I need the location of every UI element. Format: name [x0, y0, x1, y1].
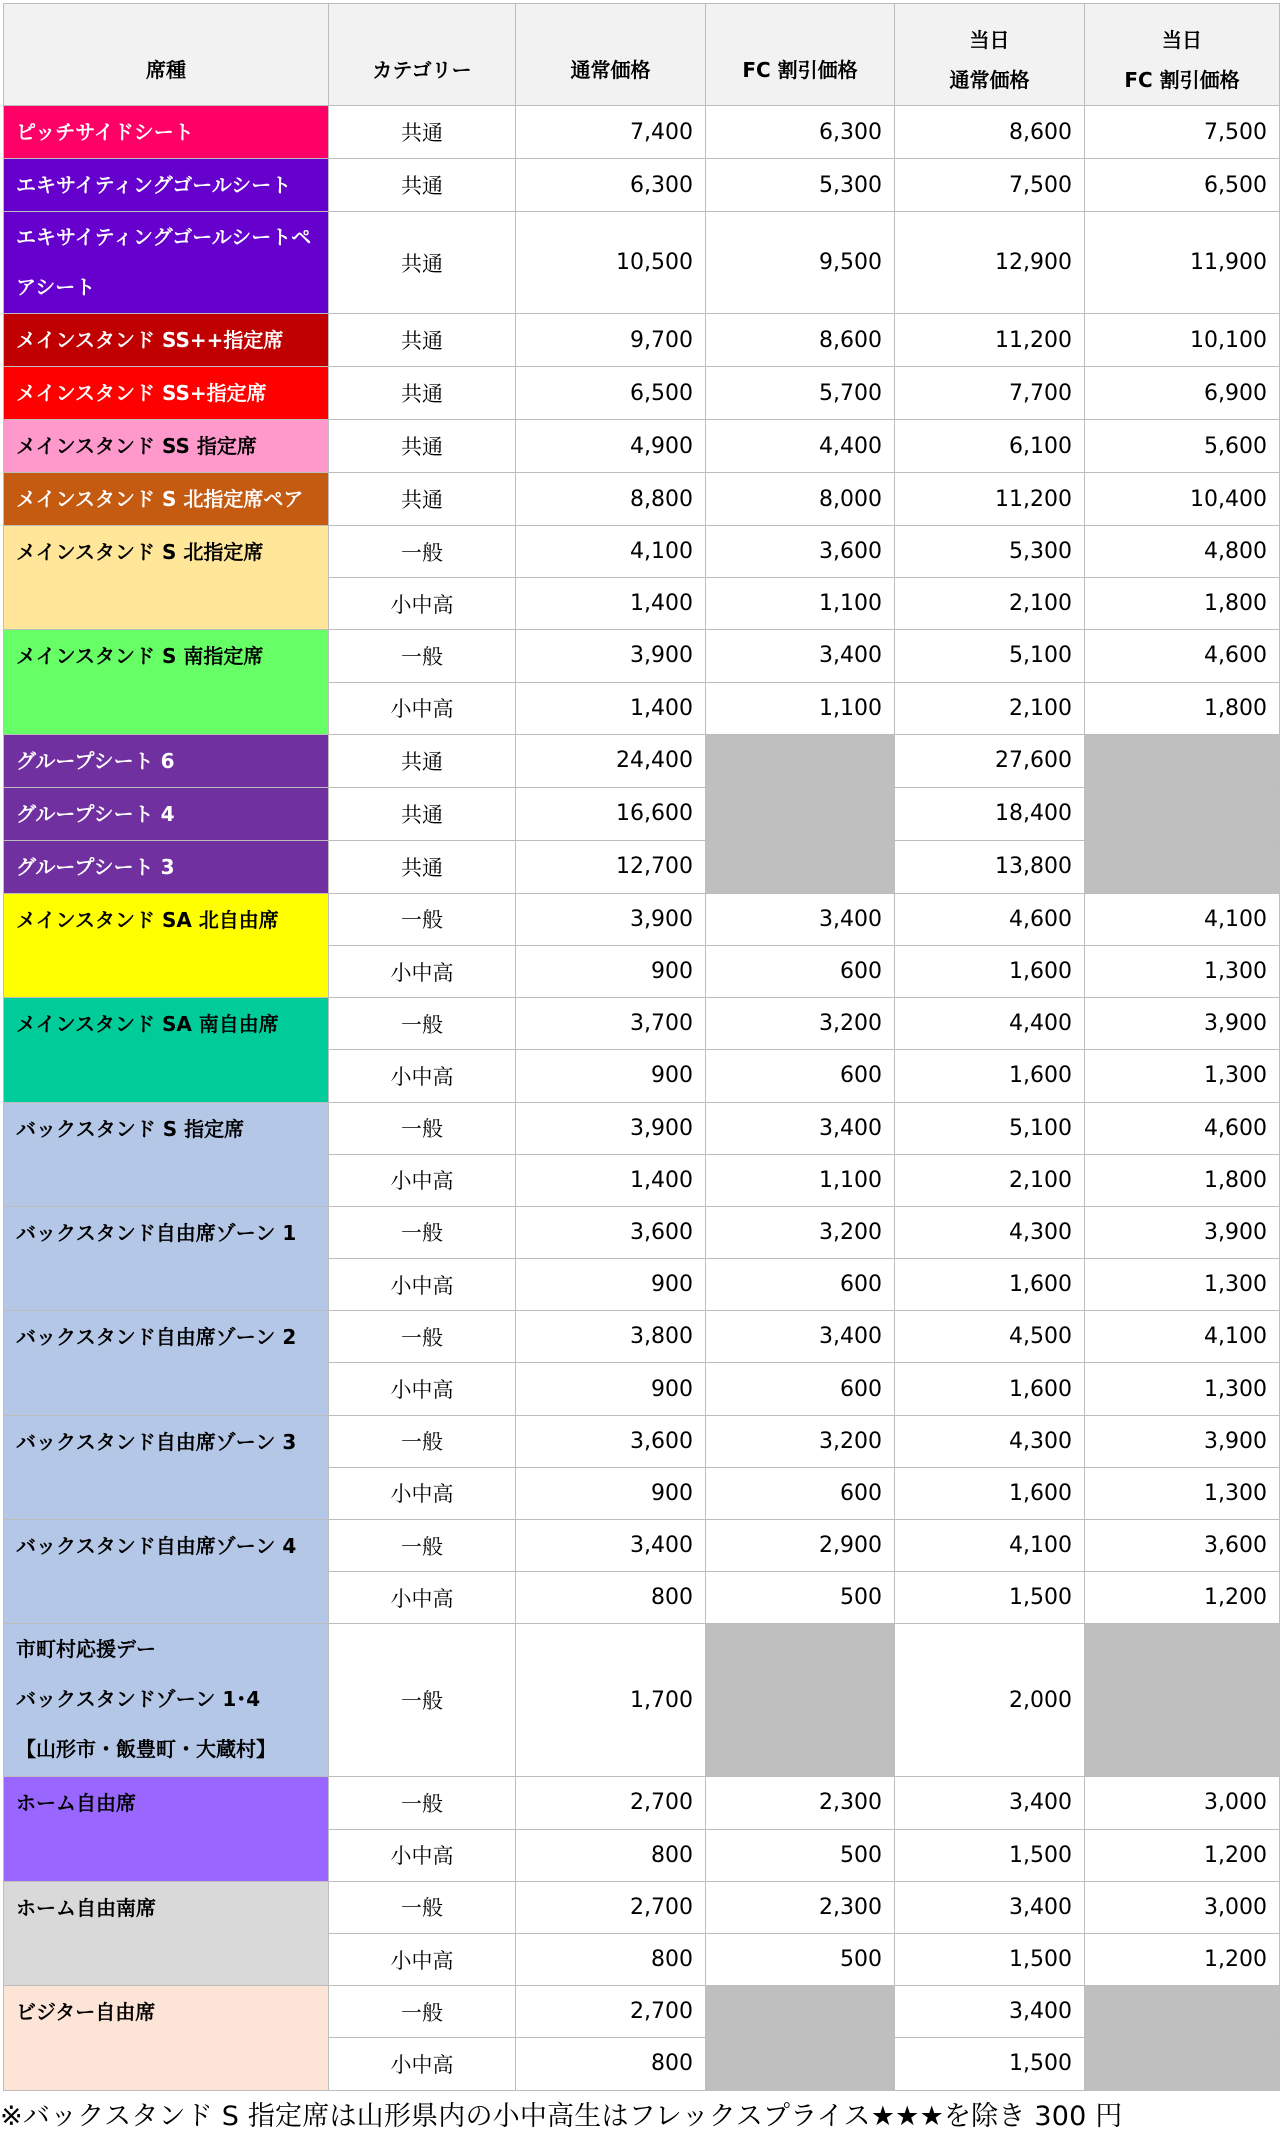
- price-cell-fc: 3,400: [706, 893, 895, 945]
- price-cell-regular: 900: [516, 1259, 706, 1311]
- unavailable-price-cell: [706, 840, 895, 893]
- price-cell-day-regular: 2,000: [895, 1624, 1085, 1777]
- category-cell: 小中高: [329, 1572, 516, 1624]
- category-cell: 小中高: [329, 1829, 516, 1881]
- seat-name-cell: [4, 840, 329, 893]
- seat-name-line: 市町村応援デー: [16, 1637, 156, 1662]
- category-cell: 一般: [329, 1624, 516, 1777]
- seat-name: グループシート 6: [16, 748, 175, 773]
- category-cell: 共通: [329, 159, 516, 212]
- price-cell-fc: 5,700: [706, 367, 895, 420]
- price-cell-day-regular: 27,600: [895, 734, 1085, 787]
- price-cell-regular: 800: [516, 1829, 706, 1881]
- header-row: [4, 4, 1280, 106]
- price-cell-regular: 10,500: [516, 212, 706, 314]
- table-row: [4, 106, 1280, 159]
- price-cell-day-fc: 3,000: [1085, 1777, 1280, 1829]
- price-cell-regular: 2,700: [516, 1986, 706, 2038]
- unavailable-price-cell: [1085, 1986, 1280, 2038]
- price-cell-day-fc: 4,600: [1085, 1102, 1280, 1154]
- price-cell-day-regular: 4,400: [895, 998, 1085, 1050]
- unavailable-price-cell: [706, 1624, 895, 1777]
- table-row: [4, 1206, 1280, 1258]
- price-cell-regular: 3,600: [516, 1415, 706, 1467]
- seat-name-line: 【山形市・飯豊町・大蔵村】: [16, 1737, 276, 1762]
- price-cell-regular: 3,400: [516, 1520, 706, 1572]
- price-cell-regular: 900: [516, 945, 706, 997]
- price-cell-day-regular: 4,300: [895, 1206, 1085, 1258]
- price-cell-regular: 12,700: [516, 840, 706, 893]
- unavailable-price-cell: [706, 734, 895, 787]
- table-row: [4, 1415, 1280, 1467]
- table-row: [4, 526, 1280, 578]
- seat-name-cell: [4, 1102, 329, 1206]
- price-cell-day-regular: 1,500: [895, 2038, 1085, 2090]
- header-seat: 席種: [4, 4, 329, 106]
- seat-name-cell: [4, 1624, 329, 1777]
- price-cell-fc: 3,400: [706, 1311, 895, 1363]
- category-cell: 一般: [329, 893, 516, 945]
- seat-name-cell: [4, 1206, 329, 1310]
- seat-name-cell: [4, 420, 329, 473]
- seat-name-cell: [4, 1777, 329, 1881]
- price-cell-day-regular: 4,500: [895, 1311, 1085, 1363]
- price-cell-day-fc: 4,800: [1085, 526, 1280, 578]
- price-cell-day-fc: 1,300: [1085, 945, 1280, 997]
- seat-name-line: バックスタンドゾーン 1･4: [16, 1687, 261, 1712]
- price-cell-fc: 4,400: [706, 420, 895, 473]
- price-cell-day-fc: 1,300: [1085, 1050, 1280, 1102]
- price-cell-day-fc: 11,900: [1085, 212, 1280, 314]
- seat-name: バックスタンド自由席ゾーン 3: [16, 1429, 297, 1454]
- price-cell-regular: 800: [516, 1933, 706, 1985]
- seat-name: エキサイティングゴールシート: [16, 173, 292, 197]
- price-cell-regular: 4,100: [516, 526, 706, 578]
- seat-name-cell: [4, 734, 329, 787]
- price-cell-day-regular: 3,400: [895, 1986, 1085, 2038]
- category-cell: 一般: [329, 1881, 516, 1933]
- price-cell-day-regular: 5,100: [895, 630, 1085, 682]
- category-cell: 小中高: [329, 1259, 516, 1311]
- header-same-day-label-2: 当日: [1162, 28, 1202, 52]
- price-cell-day-regular: 1,600: [895, 945, 1085, 997]
- price-cell-fc: 6,300: [706, 106, 895, 159]
- header-regular: 通常価格: [516, 4, 706, 106]
- price-cell-day-regular: 5,100: [895, 1102, 1085, 1154]
- price-cell-day-regular: 7,700: [895, 367, 1085, 420]
- category-cell: 一般: [329, 1206, 516, 1258]
- price-cell-day-regular: 4,100: [895, 1520, 1085, 1572]
- price-cell-day-regular: 1,600: [895, 1467, 1085, 1519]
- table-row: [4, 473, 1280, 526]
- seat-name-cell: [4, 1881, 329, 1985]
- price-cell-fc: 600: [706, 945, 895, 997]
- seat-name-cell: [4, 106, 329, 159]
- price-cell-day-fc: 3,900: [1085, 1206, 1280, 1258]
- price-cell-regular: 1,400: [516, 578, 706, 630]
- seat-name: バックスタンド自由席ゾーン 1: [16, 1220, 297, 1245]
- seat-name-cell: [4, 1986, 329, 2090]
- price-cell-day-fc: 3,900: [1085, 998, 1280, 1050]
- price-cell-fc: 2,300: [706, 1777, 895, 1829]
- price-cell-regular: 3,600: [516, 1206, 706, 1258]
- price-cell-day-fc: 5,600: [1085, 420, 1280, 473]
- price-cell-fc: 500: [706, 1829, 895, 1881]
- price-cell-regular: 800: [516, 2038, 706, 2090]
- price-cell-fc: 1,100: [706, 682, 895, 734]
- header-same-day-fc: 当日 FC 割引価格: [1085, 4, 1280, 106]
- seat-name: グループシート 3: [16, 854, 175, 879]
- price-cell-day-fc: 1,300: [1085, 1467, 1280, 1519]
- price-cell-day-fc: 10,100: [1085, 314, 1280, 367]
- seat-name-cell: [4, 1415, 329, 1519]
- seat-name: メインスタンド SS+指定席: [16, 381, 267, 405]
- price-cell-day-regular: 7,500: [895, 159, 1085, 212]
- price-cell-day-fc: 3,600: [1085, 1520, 1280, 1572]
- category-cell: 共通: [329, 840, 516, 893]
- header-same-day-label: 当日: [969, 28, 1010, 52]
- category-cell: 一般: [329, 1415, 516, 1467]
- price-cell-regular: 2,700: [516, 1881, 706, 1933]
- table-row: [4, 840, 1280, 893]
- price-cell-regular: 1,700: [516, 1624, 706, 1777]
- price-cell-day-regular: 2,100: [895, 682, 1085, 734]
- table-row: [4, 998, 1280, 1050]
- seat-name: バックスタンド自由席ゾーン 4: [16, 1534, 297, 1558]
- category-cell: 共通: [329, 787, 516, 840]
- price-cell-regular: 6,300: [516, 159, 706, 212]
- header-fc: FC 割引価格: [706, 4, 895, 106]
- category-cell: 一般: [329, 1102, 516, 1154]
- price-cell-regular: 1,400: [516, 1154, 706, 1206]
- category-cell: 小中高: [329, 1363, 516, 1415]
- price-cell-regular: 900: [516, 1467, 706, 1519]
- price-cell-fc: 600: [706, 1467, 895, 1519]
- price-cell-regular: 3,700: [516, 998, 706, 1050]
- price-cell-regular: 3,800: [516, 1311, 706, 1363]
- price-cell-regular: 3,900: [516, 630, 706, 682]
- seat-name: メインスタンド S 北指定席ペア: [16, 487, 304, 511]
- price-cell-regular: 1,400: [516, 682, 706, 734]
- table-row: [4, 734, 1280, 787]
- category-cell: 一般: [329, 1311, 516, 1363]
- price-cell-fc: 3,400: [706, 630, 895, 682]
- table-row: [4, 1520, 1280, 1572]
- price-cell-day-fc: 1,200: [1085, 1572, 1280, 1624]
- table-row: [4, 1311, 1280, 1363]
- price-cell-fc: 1,100: [706, 1154, 895, 1206]
- price-cell-day-fc: 3,900: [1085, 1415, 1280, 1467]
- price-cell-day-fc: 1,200: [1085, 1829, 1280, 1881]
- category-cell: 一般: [329, 1777, 516, 1829]
- price-cell-day-fc: 1,800: [1085, 1154, 1280, 1206]
- price-cell-regular: 900: [516, 1050, 706, 1102]
- price-cell-day-fc: 1,800: [1085, 682, 1280, 734]
- price-cell-regular: 16,600: [516, 787, 706, 840]
- price-cell-regular: 9,700: [516, 314, 706, 367]
- seat-name: メインスタンド S 南指定席: [16, 644, 264, 669]
- category-cell: 共通: [329, 314, 516, 367]
- table-row: [4, 1624, 1280, 1777]
- seat-name-cell: [4, 367, 329, 420]
- table-row: [4, 630, 1280, 682]
- footnote: ※バックスタンド S 指定席は山形県内の小中高生はフレックスプライス★★★を除き 300 円: [0, 2101, 1123, 2132]
- table-row: [4, 159, 1280, 212]
- price-cell-day-fc: 10,400: [1085, 473, 1280, 526]
- seat-name-cell: [4, 314, 329, 367]
- price-cell-regular: 900: [516, 1363, 706, 1415]
- seat-name: バックスタンド自由席ゾーン 2: [16, 1325, 297, 1350]
- table-row: [4, 1881, 1280, 1933]
- price-cell-regular: 8,800: [516, 473, 706, 526]
- table-row: [4, 314, 1280, 367]
- seat-name-cell: [4, 630, 329, 734]
- price-cell-day-regular: 8,600: [895, 106, 1085, 159]
- table-row: [4, 893, 1280, 945]
- category-cell: 一般: [329, 1520, 516, 1572]
- price-cell-day-regular: 2,100: [895, 1154, 1085, 1206]
- price-cell-fc: 600: [706, 1259, 895, 1311]
- header-same-day-regular: 当日 通常価格: [895, 4, 1085, 106]
- seat-name: ピッチサイドシート: [16, 120, 194, 144]
- price-cell-regular: 2,700: [516, 1777, 706, 1829]
- category-cell: 小中高: [329, 682, 516, 734]
- price-cell-day-regular: 2,100: [895, 578, 1085, 630]
- seat-name-cell: [4, 159, 329, 212]
- category-cell: 一般: [329, 526, 516, 578]
- price-cell-fc: 3,200: [706, 1206, 895, 1258]
- category-cell: 共通: [329, 106, 516, 159]
- category-cell: 共通: [329, 420, 516, 473]
- price-cell-day-regular: 13,800: [895, 840, 1085, 893]
- price-cell-fc: 2,900: [706, 1520, 895, 1572]
- price-cell-day-regular: 12,900: [895, 212, 1085, 314]
- seat-name-cell: [4, 526, 329, 630]
- price-cell-regular: 3,900: [516, 1102, 706, 1154]
- seat-name: エキサイティングゴールシートペアシート: [16, 225, 312, 299]
- price-cell-day-fc: 3,000: [1085, 1881, 1280, 1933]
- seat-name: ホーム自由席: [16, 1791, 136, 1816]
- seat-name-cell: [4, 893, 329, 997]
- price-cell-day-regular: 6,100: [895, 420, 1085, 473]
- price-cell-regular: 4,900: [516, 420, 706, 473]
- seat-name-cell: [4, 787, 329, 840]
- price-cell-day-fc: 4,600: [1085, 630, 1280, 682]
- category-cell: 小中高: [329, 1154, 516, 1206]
- price-cell-day-regular: 11,200: [895, 473, 1085, 526]
- price-cell-fc: 3,200: [706, 998, 895, 1050]
- price-cell-fc: 1,100: [706, 578, 895, 630]
- seat-name: メインスタンド S 北指定席: [16, 540, 264, 564]
- table-row: [4, 212, 1280, 314]
- price-cell-day-fc: 1,200: [1085, 1933, 1280, 1985]
- price-cell-day-fc: 1,800: [1085, 578, 1280, 630]
- unavailable-price-cell: [1085, 734, 1280, 787]
- price-cell-fc: 3,400: [706, 1102, 895, 1154]
- seat-name: メインスタンド SA 北自由席: [16, 907, 279, 932]
- unavailable-price-cell: [706, 1986, 895, 2038]
- seat-name: グループシート 4: [16, 801, 175, 826]
- unavailable-price-cell: [1085, 840, 1280, 893]
- category-cell: 小中高: [329, 945, 516, 997]
- table-row: [4, 367, 1280, 420]
- price-cell-regular: 3,900: [516, 893, 706, 945]
- header-category: カテゴリー: [329, 4, 516, 106]
- price-cell-day-regular: 1,500: [895, 1933, 1085, 1985]
- price-cell-day-fc: 4,100: [1085, 893, 1280, 945]
- price-cell-day-regular: 18,400: [895, 787, 1085, 840]
- price-cell-regular: 7,400: [516, 106, 706, 159]
- category-cell: 共通: [329, 367, 516, 420]
- table-row: [4, 1986, 1280, 2038]
- category-cell: 共通: [329, 473, 516, 526]
- price-cell-fc: 3,600: [706, 526, 895, 578]
- table-row: [4, 420, 1280, 473]
- seat-name: メインスタンド SS++指定席: [16, 328, 284, 352]
- price-cell-day-fc: 7,500: [1085, 106, 1280, 159]
- unavailable-price-cell: [1085, 1624, 1280, 1777]
- price-cell-fc: 600: [706, 1050, 895, 1102]
- price-cell-regular: 24,400: [516, 734, 706, 787]
- price-cell-fc: 600: [706, 1363, 895, 1415]
- category-cell: 共通: [329, 212, 516, 314]
- table-row: [4, 1777, 1280, 1829]
- price-cell-fc: 9,500: [706, 212, 895, 314]
- price-cell-day-regular: 1,600: [895, 1259, 1085, 1311]
- price-cell-fc: 3,200: [706, 1415, 895, 1467]
- price-cell-day-regular: 11,200: [895, 314, 1085, 367]
- price-cell-fc: 8,000: [706, 473, 895, 526]
- price-cell-fc: 8,600: [706, 314, 895, 367]
- table-body: [4, 106, 1280, 2091]
- seat-name: ビジター自由席: [16, 2000, 156, 2025]
- table-header: [4, 4, 1280, 106]
- seat-name: メインスタンド SS 指定席: [16, 434, 257, 458]
- price-cell-day-fc: 6,900: [1085, 367, 1280, 420]
- price-cell-day-regular: 1,500: [895, 1572, 1085, 1624]
- price-table: [3, 3, 1280, 2091]
- price-cell-day-fc: 6,500: [1085, 159, 1280, 212]
- category-cell: 一般: [329, 998, 516, 1050]
- category-cell: 小中高: [329, 1467, 516, 1519]
- seat-name: メインスタンド SA 南自由席: [16, 1012, 279, 1037]
- unavailable-price-cell: [1085, 2038, 1280, 2090]
- price-cell-day-regular: 1,600: [895, 1363, 1085, 1415]
- price-cell-fc: 5,300: [706, 159, 895, 212]
- category-cell: 小中高: [329, 1933, 516, 1985]
- seat-name-cell: [4, 1311, 329, 1415]
- price-cell-day-regular: 4,600: [895, 893, 1085, 945]
- category-cell: 小中高: [329, 578, 516, 630]
- seat-name-cell: [4, 473, 329, 526]
- price-cell-fc: 500: [706, 1572, 895, 1624]
- category-cell: 小中高: [329, 2038, 516, 2090]
- table-row: [4, 787, 1280, 840]
- seat-name-cell: [4, 998, 329, 1102]
- unavailable-price-cell: [1085, 787, 1280, 840]
- price-cell-day-fc: 1,300: [1085, 1259, 1280, 1311]
- table-row: [4, 1102, 1280, 1154]
- price-cell-regular: 6,500: [516, 367, 706, 420]
- unavailable-price-cell: [706, 2038, 895, 2090]
- unavailable-price-cell: [706, 787, 895, 840]
- price-cell-day-regular: 1,600: [895, 1050, 1085, 1102]
- price-cell-fc: 2,300: [706, 1881, 895, 1933]
- seat-name: バックスタンド S 指定席: [16, 1116, 245, 1141]
- price-cell-regular: 800: [516, 1572, 706, 1624]
- price-cell-day-regular: 3,400: [895, 1881, 1085, 1933]
- seat-name-cell: [4, 1520, 329, 1624]
- seat-name-cell: [4, 212, 329, 314]
- price-cell-day-regular: 5,300: [895, 526, 1085, 578]
- price-cell-day-regular: 4,300: [895, 1415, 1085, 1467]
- category-cell: 小中高: [329, 1050, 516, 1102]
- price-cell-day-fc: 1,300: [1085, 1363, 1280, 1415]
- category-cell: 一般: [329, 630, 516, 682]
- price-cell-day-regular: 1,500: [895, 1829, 1085, 1881]
- seat-name: ホーム自由南席: [16, 1895, 156, 1920]
- price-cell-fc: 500: [706, 1933, 895, 1985]
- category-cell: 共通: [329, 734, 516, 787]
- category-cell: 一般: [329, 1986, 516, 2038]
- price-cell-day-fc: 4,100: [1085, 1311, 1280, 1363]
- price-cell-day-regular: 3,400: [895, 1777, 1085, 1829]
